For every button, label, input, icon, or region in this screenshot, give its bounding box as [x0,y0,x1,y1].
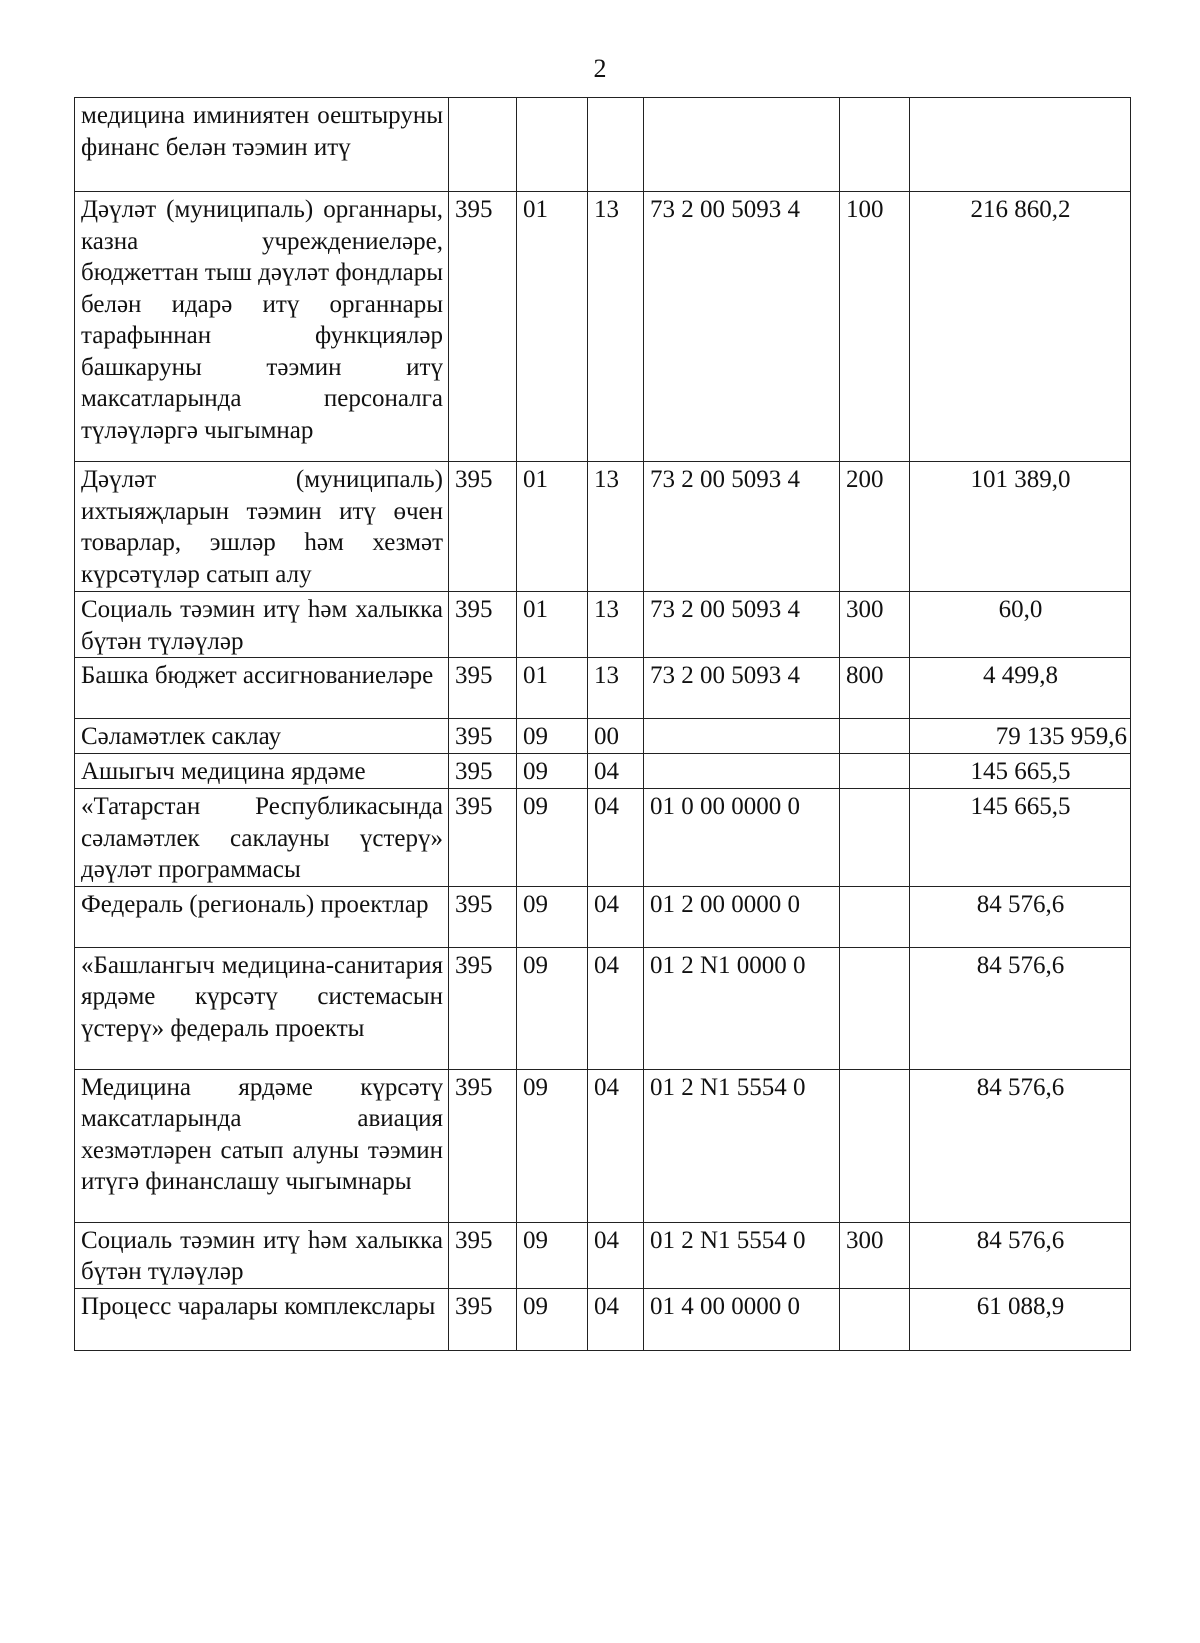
expense-name-cell: Социаль тәэмин итү һәм халыкка бүтән түләүләр [75,592,449,658]
table-row [75,719,1131,754]
table-row [75,192,1131,462]
expense-name-cell: Процесс чаралары комплекслары [75,1288,449,1350]
table-row [75,1288,1131,1350]
section-code-cell: 09 [517,1069,588,1222]
section-code-cell [517,98,588,192]
department-code-cell: 395 [449,658,517,719]
section-code-cell: 09 [517,719,588,754]
target-item-code-cell: 73 2 00 5093 4 [644,192,840,462]
subsection-code-cell: 04 [588,1069,644,1222]
subsection-code-cell: 04 [588,789,644,887]
department-code-cell: 395 [449,592,517,658]
expense-name-cell: Ашыгыч медицина ярдәме [75,754,449,789]
section-code-cell: 09 [517,789,588,887]
target-item-code-cell [644,719,840,754]
section-code-cell: 01 [517,658,588,719]
subsection-code-cell: 13 [588,658,644,719]
table-row [75,462,1131,592]
amount-cell: 101 389,0 [910,462,1131,592]
target-item-code-cell: 73 2 00 5093 4 [644,462,840,592]
amount-cell: 60,0 [910,592,1131,658]
subsection-code-cell: 04 [588,1288,644,1350]
expense-name-cell: Медицина ярдәме күрсәтү максатларында авиация хезмәтләрен сатып алуны тәэмин итүгә финанслашу чыгымнары [75,1069,449,1222]
section-code-cell: 01 [517,192,588,462]
department-code-cell: 395 [449,1069,517,1222]
expense-name-cell: Башка бюджет ассигнованиеләре [75,658,449,719]
table-row [75,1069,1131,1222]
expense-name-cell: Социаль тәэмин итү һәм халыкка бүтән түләүләр [75,1222,449,1288]
department-code-cell: 395 [449,719,517,754]
amount-cell: 84 576,6 [910,1222,1131,1288]
subsection-code-cell: 00 [588,719,644,754]
department-code-cell: 395 [449,947,517,1069]
table-row [75,1222,1131,1288]
subsection-code-cell: 13 [588,192,644,462]
table-row [75,947,1131,1069]
section-code-cell: 09 [517,754,588,789]
department-code-cell: 395 [449,886,517,947]
department-code-cell: 395 [449,192,517,462]
expense-type-code-cell: 300 [840,592,910,658]
amount-cell: 79 135 959,6 [910,719,1131,754]
amount-cell: 84 576,6 [910,886,1131,947]
subsection-code-cell: 13 [588,462,644,592]
expense-name-cell: медицина иминиятен оештыруны финанс белән тәэмин итү [75,98,449,192]
target-item-code-cell: 01 2 00 0000 0 [644,886,840,947]
expense-type-code-cell [840,1069,910,1222]
target-item-code-cell [644,98,840,192]
department-code-cell: 395 [449,1288,517,1350]
amount-cell: 145 665,5 [910,789,1131,887]
target-item-code-cell: 01 0 00 0000 0 [644,789,840,887]
section-code-cell: 09 [517,1288,588,1350]
department-code-cell: 395 [449,789,517,887]
target-item-code-cell: 01 2 N1 5554 0 [644,1069,840,1222]
amount-cell: 4 499,8 [910,658,1131,719]
expense-type-code-cell: 100 [840,192,910,462]
expense-name-cell: Дәүләт (муниципаль) органнары, казна учреждениеләре, бюджеттан тыш дәүләт фондлары белән идарә итү органнары тарафыннан функцияләр башкаруны тәэмин итү максатларында персоналга түләүләргә чыгымнар [75,192,449,462]
subsection-code-cell: 13 [588,592,644,658]
section-code-cell: 01 [517,592,588,658]
expense-name-cell: «Татарстан Республикасында сәламәтлек саклауны үстерү» дәүләт программасы [75,789,449,887]
amount-cell: 61 088,9 [910,1288,1131,1350]
table-row [75,886,1131,947]
table-row [75,754,1131,789]
target-item-code-cell: 73 2 00 5093 4 [644,658,840,719]
expense-type-code-cell: 800 [840,658,910,719]
expense-type-code-cell [840,98,910,192]
section-code-cell: 09 [517,1222,588,1288]
section-code-cell: 09 [517,947,588,1069]
expense-type-code-cell [840,754,910,789]
amount-cell: 84 576,6 [910,1069,1131,1222]
expense-name-cell: Дәүләт (муниципаль) ихтыяҗларын тәэмин итү өчен товарлар, эшләр һәм хезмәт күрсәтүләр сатып алу [75,462,449,592]
page-number: 2 [593,54,607,83]
amount-cell [910,98,1131,192]
expense-name-cell: Сәламәтлек саклау [75,719,449,754]
table-row [75,592,1131,658]
subsection-code-cell: 04 [588,947,644,1069]
subsection-code-cell: 04 [588,1222,644,1288]
expense-type-code-cell [840,947,910,1069]
table-row [75,658,1131,719]
target-item-code-cell [644,754,840,789]
target-item-code-cell: 73 2 00 5093 4 [644,592,840,658]
amount-cell: 216 860,2 [910,192,1131,462]
table-row [75,98,1131,192]
department-code-cell: 395 [449,462,517,592]
budget-table-body [75,98,1131,1351]
table-row [75,789,1131,887]
target-item-code-cell: 01 2 N1 5554 0 [644,1222,840,1288]
department-code-cell: 395 [449,1222,517,1288]
expense-type-code-cell: 200 [840,462,910,592]
expense-type-code-cell [840,886,910,947]
subsection-code-cell: 04 [588,886,644,947]
section-code-cell: 09 [517,886,588,947]
subsection-code-cell [588,98,644,192]
expense-name-cell: Федераль (региональ) проектлар [75,886,449,947]
expense-type-code-cell [840,1288,910,1350]
section-code-cell: 01 [517,462,588,592]
target-item-code-cell: 01 2 N1 0000 0 [644,947,840,1069]
expense-type-code-cell [840,719,910,754]
budget-table [74,97,1131,1351]
department-code-cell [449,98,517,192]
expense-type-code-cell [840,789,910,887]
amount-cell: 84 576,6 [910,947,1131,1069]
department-code-cell: 395 [449,754,517,789]
expense-type-code-cell: 300 [840,1222,910,1288]
subsection-code-cell: 04 [588,754,644,789]
target-item-code-cell: 01 4 00 0000 0 [644,1288,840,1350]
amount-cell: 145 665,5 [910,754,1131,789]
expense-name-cell: «Башлангыч медицина-санитария ярдәме күрсәтү системасын үстерү» федераль проекты [75,947,449,1069]
